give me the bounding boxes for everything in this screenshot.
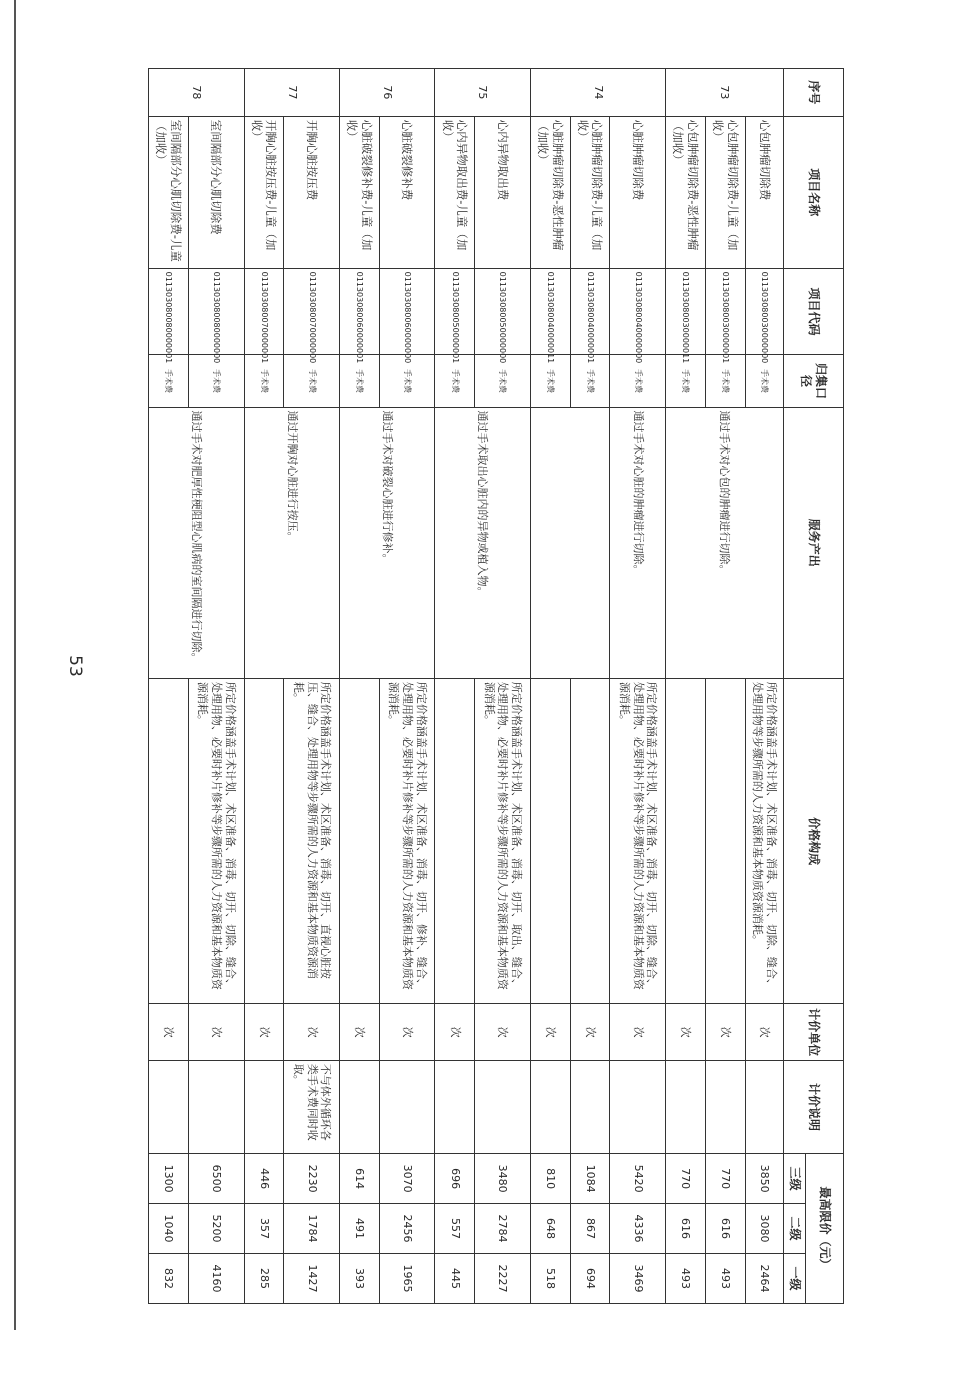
- row-seq: 77: [244, 69, 339, 117]
- row-level2: 491: [339, 1204, 379, 1254]
- table-row: [570, 69, 610, 1304]
- rotated-page-content: [148, 68, 844, 1304]
- row-code: 011303080030000001: [705, 268, 745, 355]
- row-level1: 285: [244, 1253, 284, 1303]
- row-caliber: 手术费: [666, 355, 706, 407]
- row-unit: 次: [610, 1004, 666, 1060]
- table-row: [149, 69, 189, 1304]
- row-name: 心包肿瘤切除费: [745, 116, 783, 268]
- row-composition: 所定价格涵盖手术计划、术区准备、消毒、切开、切除、缝合、处理用物、必要时补片修补等步骤所需的人力资源和基本物质资源消耗。: [610, 678, 666, 1004]
- row-code: 011303080060000001: [339, 268, 379, 355]
- row-name: 心内异物取出费-儿童（加收）: [435, 116, 475, 268]
- row-output: 通过手术对破裂心脏进行修补。: [339, 407, 434, 678]
- row-composition: 所定价格涵盖手术计划、术区准备、消毒、切开、修补、缝合、处理用物、必要时补片修补等步骤所需的人力资源和基本物质资源消耗。: [379, 678, 435, 1004]
- row-code: 011303080040000011: [530, 268, 570, 355]
- row-note: [475, 1060, 531, 1153]
- row-code: 011303080040000001: [570, 268, 610, 355]
- row-output: 通过手术对心脏的肿瘤进行切除。: [610, 407, 666, 678]
- row-note: [244, 1060, 284, 1153]
- table-row: [666, 69, 706, 1304]
- table-row: [379, 69, 435, 1304]
- row-level1: 393: [339, 1253, 379, 1303]
- row-name: 心包肿瘤切除费-恶性肿瘤（加收）: [666, 116, 706, 268]
- row-level3: 446: [244, 1154, 284, 1204]
- row-seq: 78: [149, 69, 245, 117]
- row-note: [745, 1060, 783, 1153]
- row-caliber: 手术费: [435, 355, 475, 407]
- row-code: 011303080030000000: [745, 268, 783, 355]
- row-note: 不与体外循环各类手术费同时收取。: [284, 1060, 340, 1153]
- row-name: 心脏破裂修补费: [379, 116, 435, 268]
- header-name: 项目名称: [784, 116, 844, 268]
- table-row: [188, 69, 244, 1304]
- row-level1: 2227: [475, 1253, 531, 1303]
- row-level1: 2464: [745, 1253, 783, 1303]
- row-composition: [570, 678, 610, 1004]
- row-name: 心脏肿瘤切除费: [610, 116, 666, 268]
- table-row: [284, 69, 340, 1304]
- row-unit: 次: [745, 1004, 783, 1060]
- row-output: 通过开胸对心脏进行按压。: [244, 407, 339, 678]
- header-composition: 价格构成: [784, 678, 844, 1004]
- row-note: [610, 1060, 666, 1153]
- row-unit: 次: [244, 1004, 284, 1060]
- header-output: 服务产出: [784, 407, 844, 678]
- row-unit: 次: [435, 1004, 475, 1060]
- row-level3: 2230: [284, 1154, 340, 1204]
- row-name: 心脏肿瘤切除费-恶性肿瘤（加收）: [530, 116, 570, 268]
- row-note: [188, 1060, 244, 1153]
- row-composition: [244, 678, 284, 1004]
- row-level1: 3469: [610, 1253, 666, 1303]
- row-level3: 770: [666, 1154, 706, 1204]
- row-level3: 614: [339, 1154, 379, 1204]
- row-level1: 1427: [284, 1253, 340, 1303]
- row-level2: 616: [666, 1204, 706, 1254]
- row-unit: 次: [284, 1004, 340, 1060]
- row-composition: [530, 678, 570, 1004]
- price-table: [148, 68, 844, 1304]
- row-code: 011303080070000001: [244, 268, 284, 355]
- row-composition: 所定价格涵盖手术计划、术区准备、消毒、切开、切除、缝合、处理用物、必要时补片修补等步骤所需的人力资源和基本物质资源消耗。: [188, 678, 244, 1004]
- row-level2: 2456: [379, 1204, 435, 1254]
- row-unit: 次: [379, 1004, 435, 1060]
- header-caliber: 归集口径: [784, 355, 844, 407]
- row-caliber: 手术费: [149, 355, 189, 407]
- row-level3: 6500: [188, 1154, 244, 1204]
- row-unit: 次: [149, 1004, 189, 1060]
- row-level2: 648: [530, 1204, 570, 1254]
- header-level2: 二级: [784, 1204, 806, 1254]
- row-note: [530, 1060, 570, 1153]
- header-note: 计价说明: [784, 1060, 844, 1153]
- table-row: [705, 69, 745, 1304]
- row-code: 011303080060000000: [379, 268, 435, 355]
- row-level2: 5200: [188, 1204, 244, 1254]
- row-note: [570, 1060, 610, 1153]
- header-level1: 一级: [784, 1253, 806, 1303]
- row-level1: 493: [705, 1253, 745, 1303]
- row-level3: 3070: [379, 1154, 435, 1204]
- row-code: 011303080080000001: [149, 268, 189, 355]
- row-level3: 3850: [745, 1154, 783, 1204]
- row-code: 011303080040000000: [610, 268, 666, 355]
- row-output: [530, 407, 610, 678]
- row-caliber: 手术费: [188, 355, 244, 407]
- row-unit: 次: [570, 1004, 610, 1060]
- row-code: 011303080070000000: [284, 268, 340, 355]
- row-caliber: 手术费: [570, 355, 610, 407]
- row-seq: 74: [530, 69, 665, 117]
- row-unit: 次: [530, 1004, 570, 1060]
- row-code: 011303080050000000: [475, 268, 531, 355]
- row-level1: 694: [570, 1253, 610, 1303]
- row-seq: 73: [666, 69, 784, 117]
- table-row: [475, 69, 531, 1304]
- row-seq: 76: [339, 69, 434, 117]
- row-note: [705, 1060, 745, 1153]
- row-composition: [666, 678, 706, 1004]
- row-note: [435, 1060, 475, 1153]
- row-caliber: 手术费: [705, 355, 745, 407]
- row-caliber: 手术费: [339, 355, 379, 407]
- row-note: [666, 1060, 706, 1153]
- table-row: [435, 69, 475, 1304]
- row-name: 开胸心脏按压费: [284, 116, 340, 268]
- row-composition: [435, 678, 475, 1004]
- row-note: [379, 1060, 435, 1153]
- row-composition: [339, 678, 379, 1004]
- row-output: 通过手术对心包的肿瘤进行切除。: [666, 407, 784, 678]
- row-note: [149, 1060, 189, 1153]
- row-level3: 696: [435, 1154, 475, 1204]
- row-level3: 5420: [610, 1154, 666, 1204]
- row-unit: 次: [188, 1004, 244, 1060]
- row-unit: 次: [666, 1004, 706, 1060]
- row-caliber: 手术费: [475, 355, 531, 407]
- row-composition: [149, 678, 189, 1004]
- row-level1: 832: [149, 1253, 189, 1303]
- row-level3: 1300: [149, 1154, 189, 1204]
- row-code: 011303080030000011: [666, 268, 706, 355]
- row-level2: 1784: [284, 1204, 340, 1254]
- row-caliber: 手术费: [745, 355, 783, 407]
- row-output: 通过手术对肥厚性梗阻型心肌病的室间隔进行切除。: [149, 407, 245, 678]
- header-seq: 序号: [784, 69, 844, 117]
- row-level1: 518: [530, 1253, 570, 1303]
- table-row: [530, 69, 570, 1304]
- row-level1: 493: [666, 1253, 706, 1303]
- row-level3: 3480: [475, 1154, 531, 1204]
- row-name: 心脏破裂修补费-儿童（加收）: [339, 116, 379, 268]
- row-level2: 867: [570, 1204, 610, 1254]
- row-level2: 616: [705, 1204, 745, 1254]
- row-level1: 1965: [379, 1253, 435, 1303]
- row-output: 通过手术取出心脏内的异物或植入物。: [435, 407, 530, 678]
- row-level3: 770: [705, 1154, 745, 1204]
- row-caliber: 手术费: [379, 355, 435, 407]
- row-caliber: 手术费: [530, 355, 570, 407]
- row-name: 心包肿瘤切除费-儿童（加收）: [705, 116, 745, 268]
- header-code: 项目代码: [784, 268, 844, 355]
- row-level1: 445: [435, 1253, 475, 1303]
- row-name: 室间隔部分心肌切除费: [188, 116, 244, 268]
- row-name: 开胸心脏按压费-儿童（加收）: [244, 116, 284, 268]
- row-code: 011303080050000001: [435, 268, 475, 355]
- row-composition: 所定价格涵盖手术计划、术区准备、消毒、切开、取出、缝合、处理用物、必要时补片修补等步骤所需的人力资源和基本物质资源消耗。: [475, 678, 531, 1004]
- row-level2: 557: [435, 1204, 475, 1254]
- row-level3: 1084: [570, 1154, 610, 1204]
- row-seq: 75: [435, 69, 530, 117]
- row-caliber: 手术费: [610, 355, 666, 407]
- row-unit: 次: [475, 1004, 531, 1060]
- header-unit: 计价单位: [784, 1004, 844, 1060]
- table-row: [244, 69, 284, 1304]
- row-note: [339, 1060, 379, 1153]
- row-level2: 3080: [745, 1204, 783, 1254]
- row-name: 心内异物取出费: [475, 116, 531, 268]
- row-level2: 4336: [610, 1204, 666, 1254]
- binding-line: [14, 0, 16, 1330]
- row-level2: 2784: [475, 1204, 531, 1254]
- page-number: 53: [64, 655, 85, 677]
- row-name: 心脏肿瘤切除费-儿童（加收）: [570, 116, 610, 268]
- table-row: [610, 69, 666, 1304]
- row-composition: [705, 678, 745, 1004]
- header-max-price: 最高限价（元）: [806, 1154, 844, 1304]
- row-level1: 4160: [188, 1253, 244, 1303]
- table-row: [745, 69, 783, 1304]
- row-name: 室间隔部分心肌切除费-儿童（加收）: [149, 116, 189, 268]
- row-unit: 次: [339, 1004, 379, 1060]
- row-level2: 1040: [149, 1204, 189, 1254]
- row-code: 011303080080000000: [188, 268, 244, 355]
- header-level3: 三级: [784, 1154, 806, 1204]
- row-caliber: 手术费: [244, 355, 284, 407]
- row-unit: 次: [705, 1004, 745, 1060]
- row-caliber: 手术费: [284, 355, 340, 407]
- row-level3: 810: [530, 1154, 570, 1204]
- row-level2: 357: [244, 1204, 284, 1254]
- row-composition: 所定价格涵盖手术计划、术区准备、消毒、切开、直视心脏按压、缝合、处理用物等步骤所需的人力资源和基本物质资源消耗。: [284, 678, 340, 1004]
- row-composition: 所定价格涵盖手术计划、术区准备、消毒、切开、切除、缝合、处理用物等步骤所需的人力资源和基本物质资源消耗。: [745, 678, 783, 1004]
- table-row: [339, 69, 379, 1304]
